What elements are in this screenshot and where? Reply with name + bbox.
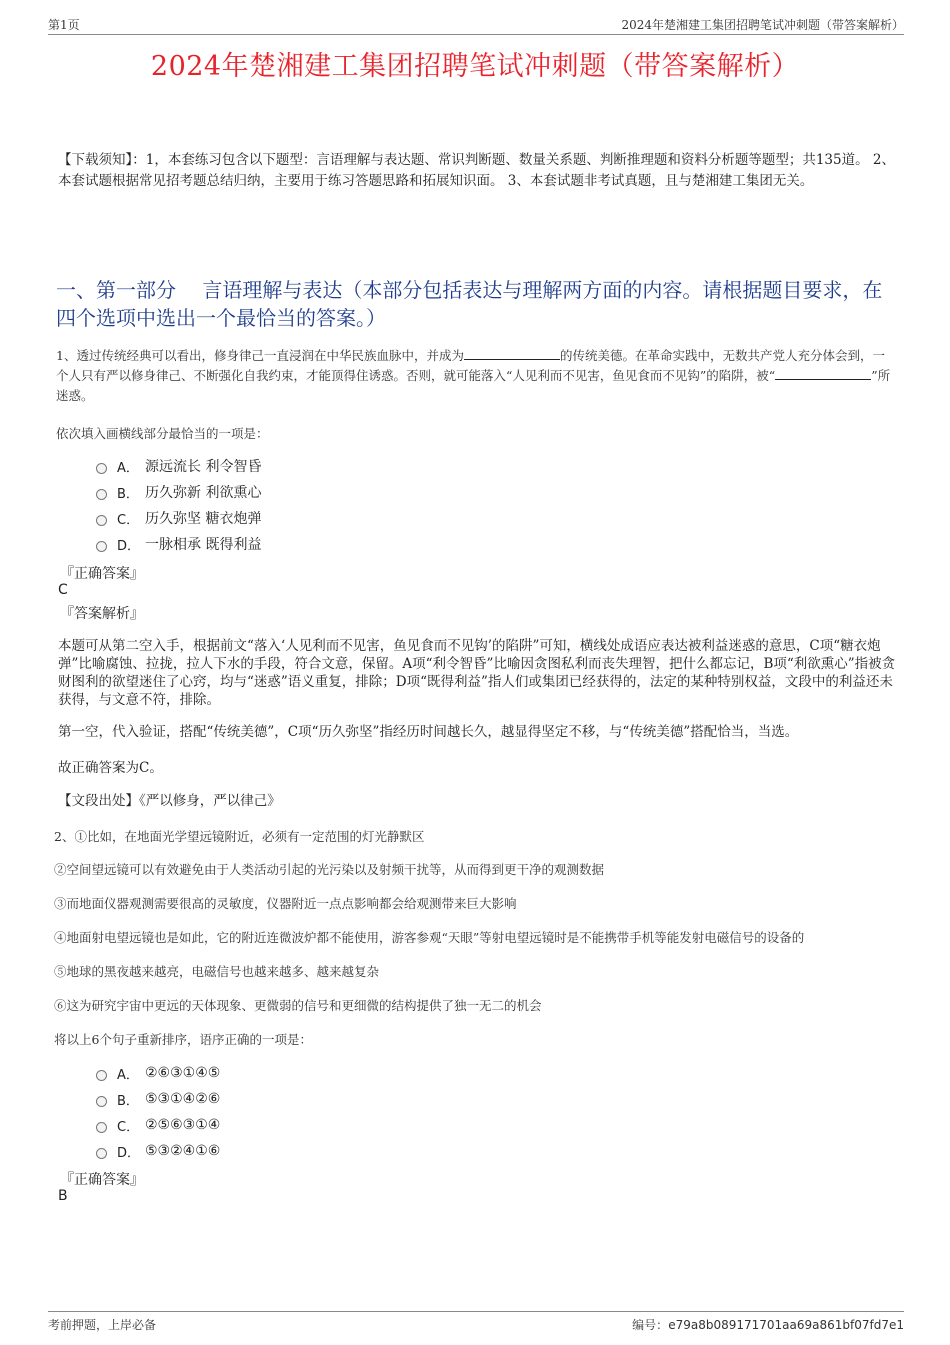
question-2-prompt: 将以上6个句子重新排序，语序正确的一项是：	[54, 1032, 312, 1047]
question-1-analysis-2: 第一空，代入验证，搭配“传统美德”，C项“历久弥坚”指经历时间越长久，越显得坚定不移，与“传统美德”搭配恰当，当选。	[58, 724, 799, 740]
question-1-analysis-3: 故正确答案为C。	[58, 760, 163, 776]
document-title: 2024年楚湘建工集团招聘笔试冲刺题（带答案解析）	[150, 51, 800, 82]
footer-slogan: 考前押题，上岸必备	[48, 1318, 157, 1332]
option-a[interactable]: A． 源远流长 利令智昏	[96, 453, 261, 479]
radio-icon[interactable]	[96, 541, 107, 552]
header-doc-title: 2024年楚湘建工集团招聘笔试冲刺题（带答案解析）	[621, 18, 904, 32]
option-c[interactable]: C． ②⑤⑥③①④	[96, 1112, 220, 1138]
page-footer	[48, 1311, 904, 1332]
document-code: e79a8b089171701aa69a861bf07fd7e1	[668, 1318, 904, 1332]
question-1-source: 【文段出处】《严以修身，严以律己》	[58, 793, 281, 809]
option-a[interactable]: A． ②⑥③①④⑤	[96, 1060, 220, 1086]
question-2-sentence-5: ⑤地球的黑夜越来越亮，电磁信号也越来越多、越来越复杂	[54, 964, 380, 979]
question-2-options	[96, 1060, 220, 1164]
radio-icon[interactable]	[96, 1148, 107, 1159]
question-2-sentence-2: ②空间望远镜可以有效避免由于人类活动引起的光污染以及射频干扰等，从而得到更干净的观测数据	[54, 862, 605, 877]
footer-code: 编号：e79a8b089171701aa69a861bf07fd7e1	[632, 1318, 904, 1332]
radio-icon[interactable]	[96, 1122, 107, 1133]
radio-icon[interactable]	[96, 1070, 107, 1081]
option-c[interactable]: C． 历久弥坚 糖衣炮弹	[96, 505, 261, 531]
question-2-sentence-4: ④地面射电望远镜也是如此，它的附近连微波炉都不能使用，游客参观“天眼”等射电望远镜时是不能携带手机等能发射电磁信号的设备的	[54, 930, 805, 945]
question-2-sentence-6: ⑥这为研究宇宙中更远的天体现象、更微弱的信号和更细微的结构提供了独一无二的机会	[54, 998, 542, 1013]
option-b[interactable]: B． 历久弥新 利欲熏心	[96, 479, 261, 505]
blank-line-1	[464, 347, 560, 360]
question-1-text-b: 的传统美德。在革命实践中，无数共产党人充分体会到，一个人只有严以修身律己、不断强化自我约束，才能顶得住诱惑。否则，就可能落入“人见利而不见害，鱼见食而不见钩”的陷阱，被“	[56, 348, 885, 383]
radio-icon[interactable]	[96, 489, 107, 500]
option-d[interactable]: D． 一脉相承 既得利益	[96, 531, 261, 557]
question-2-answer-label: 『正确答案』	[60, 1172, 144, 1188]
question-2-answer: B	[58, 1188, 68, 1204]
radio-icon[interactable]	[96, 1096, 107, 1107]
radio-icon[interactable]	[96, 515, 107, 526]
page-header	[48, 14, 904, 35]
question-1-options	[96, 453, 261, 557]
download-notice: 【下载须知】：1，本套练习包含以下题型：言语理解与表达题、常识判断题、数量关系题、判断推理题和资料分析题等题型；共135道。 2、本套试题根据常见招考题总结归纳，主要用于练习答题思路和拓展知识面。 3、本套试题非考试真题，且与楚湘建工集团无关。	[58, 152, 895, 189]
blank-line-2	[775, 367, 871, 380]
question-2-sentence-1: 2、①比如，在地面光学望远镜附近，必须有一定范围的灯光静默区	[54, 829, 425, 844]
question-1-text-c: ”所迷惑。	[56, 368, 891, 403]
question-2-sentence-3: ③而地面仪器观测需要很高的灵敏度，仪器附近一点点影响都会给观测带来巨大影响	[54, 896, 517, 911]
question-1-prompt: 依次填入画横线部分最恰当的一项是：	[56, 426, 269, 441]
question-1-answer: C	[58, 582, 68, 598]
question-1-analysis-1: 本题可从第二空入手，根据前文“落入‘人见利而不见害，鱼见食而不见钩’的陷阱”可知，横线处成语应表达被利益迷惑的意思，C项“糖衣炮弹”比喻腐蚀、拉拢，拉人下水的手段，符合文意，保留。A项“利令智昏”比喻因贪图私利而丧失理智，把什么都忘记，B项“利欲熏心”指被贪财图利的欲望迷住了心窍，均与“迷惑”语义重复，排除；D项“既得利益”指人们或集团已经获得的，法定的某种特别权益，文段中的利益还未获得，与文意不符，排除。	[58, 638, 896, 708]
question-1-analysis-label: 『答案解析』	[60, 606, 144, 622]
question-1-stem	[56, 346, 896, 406]
option-b[interactable]: B． ⑤③①④②⑥	[96, 1086, 220, 1112]
question-1-answer-label: 『正确答案』	[60, 566, 144, 582]
question-1-text-a: 1、透过传统经典可以看出，修身律己一直浸润在中华民族血脉中，并成为	[56, 348, 464, 363]
option-d[interactable]: D． ⑤③②④①⑥	[96, 1138, 220, 1164]
radio-icon[interactable]	[96, 463, 107, 474]
section-heading: 一、第一部分 言语理解与表达（本部分包括表达与理解两方面的内容。请根据题目要求，在四个选项中选出一个最恰当的答案。）	[56, 278, 883, 330]
page-number: 第1页	[48, 18, 80, 32]
